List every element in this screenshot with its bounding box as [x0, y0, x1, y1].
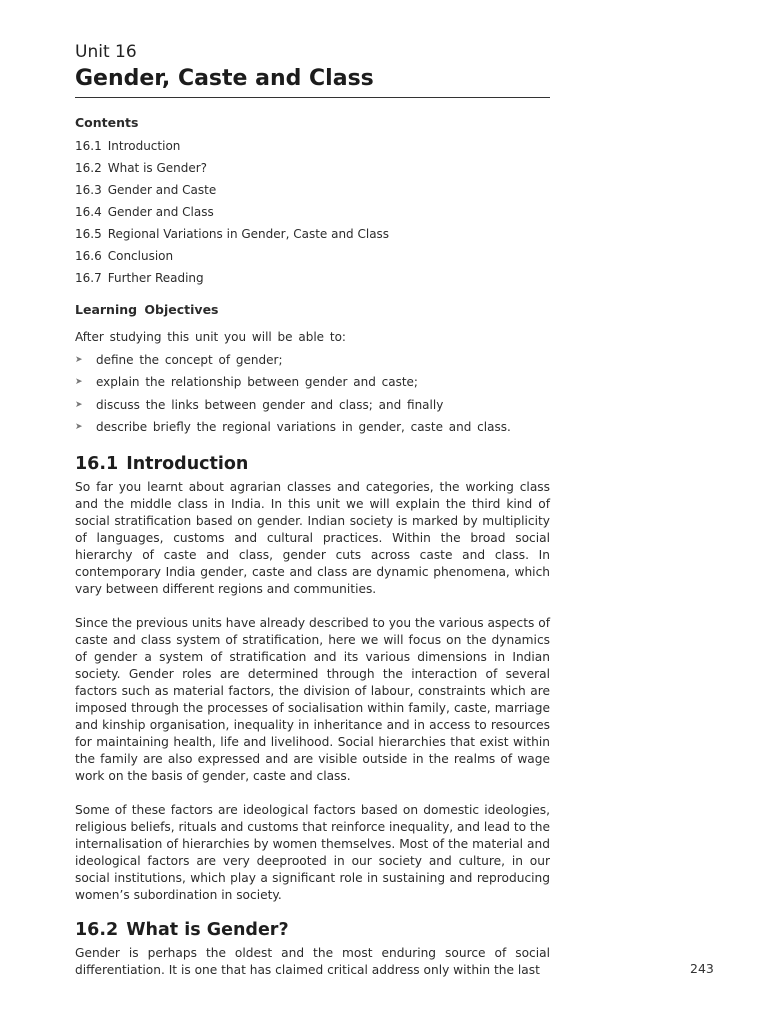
objectives-list — [75, 349, 550, 438]
page-number: 243 — [690, 961, 714, 976]
section-heading-introduction — [75, 452, 550, 476]
contents-item-title: What is Gender? — [107, 161, 208, 175]
contents-item-title: Further Reading — [107, 271, 204, 285]
objective-text: describe briefly the regional variations in gender, caste and class. — [96, 419, 511, 434]
contents-item-title: Introduction — [107, 139, 181, 153]
contents-item-number: 16.4 — [75, 205, 102, 219]
contents-item-number: 16.2 — [75, 161, 102, 175]
contents-item[interactable] — [75, 179, 550, 201]
objective-item — [75, 371, 550, 393]
contents-item-number: 16.6 — [75, 249, 102, 263]
body-paragraph: Some of these factors are ideological factors based on domestic ideologies, religious beliefs, rituals and customs that reinforce inequality, and lead to the internalisation of hierarchies by women themselves. Most of the material and ideological factors are very deeprooted in our society and culture, in our social institutions, which play a significant role in sustaining and reproducing women’s subordination in society. — [75, 803, 550, 903]
section-number: 16.2 — [75, 920, 119, 941]
objective-item — [75, 394, 550, 416]
contents-item[interactable] — [75, 157, 550, 179]
contents-list — [75, 135, 550, 289]
page-content — [75, 40, 550, 979]
body-paragraph: Since the previous units have already described to you the various aspects of caste and class system of stratification, here we will focus on the dynamics of gender a system of stratification and its various dimensions in Indian society. Gender roles are determined through the interaction of several factors such as material factors, the division of labour, constraints which are imposed through the processes of socialisation within family, caste, marriage and kinship organisation, inequality in inheritance and in access to resources for maintaining health, life and livelihood. Social hierarchies that exist within the family are also expressed and are visible outside in the realms of wage work on the basis of gender, caste and class. — [75, 616, 550, 784]
objectives-intro: After studying this unit you will be able to: — [75, 330, 346, 344]
contents-item-title: Gender and Class — [107, 205, 214, 219]
contents-item-number: 16.1 — [75, 139, 102, 153]
contents-item[interactable] — [75, 223, 550, 245]
section-title: Introduction — [126, 454, 249, 475]
objective-item — [75, 349, 550, 371]
bullet-arrow-icon: ➤ — [75, 355, 83, 365]
unit-title: Gender, Caste and Class — [75, 64, 550, 98]
contents-item[interactable] — [75, 245, 550, 267]
contents-item-number: 16.3 — [75, 183, 102, 197]
objective-text: discuss the links between gender and class; and finally — [96, 397, 444, 412]
contents-item-number: 16.5 — [75, 227, 102, 241]
contents-item[interactable] — [75, 201, 550, 223]
contents-item-title: Conclusion — [107, 249, 174, 263]
contents-item[interactable] — [75, 267, 550, 289]
contents-heading: Contents — [75, 115, 139, 130]
objective-item — [75, 416, 550, 438]
bullet-arrow-icon: ➤ — [75, 421, 83, 432]
objective-text: define the concept of gender; — [96, 353, 283, 367]
section-number: 16.1 — [75, 454, 119, 475]
contents-item-title: Gender and Caste — [107, 183, 217, 197]
section-heading-what-is-gender — [75, 918, 550, 942]
bullet-arrow-icon: ➤ — [75, 377, 83, 388]
objective-text: explain the relationship between gender and caste; — [96, 375, 418, 390]
contents-item[interactable] — [75, 135, 550, 157]
body-paragraph: So far you learnt about agrarian classes and categories, the working class and the middle class in India. In this unit we will explain the third kind of social stratification based on gender. Indian society is marked by multiplicity of languages, customs and cultural practices. Within the broad social hierarchy of caste and class, gender cuts across caste and class. In contemporary India gender, caste and class are dynamic phenomena, which vary between different regions and communities. — [75, 480, 550, 597]
unit-label: Unit 16 — [75, 42, 137, 62]
contents-item-number: 16.7 — [75, 271, 102, 285]
section-title: What is Gender? — [126, 920, 289, 941]
bullet-arrow-icon: ➤ — [75, 399, 83, 410]
body-paragraph: Gender is perhaps the oldest and the most enduring source of social differentiation. It is one that has claimed critical address only within the last — [75, 946, 550, 978]
contents-item-title: Regional Variations in Gender, Caste and Class — [107, 227, 390, 241]
objectives-heading: Learning Objectives — [75, 302, 219, 317]
